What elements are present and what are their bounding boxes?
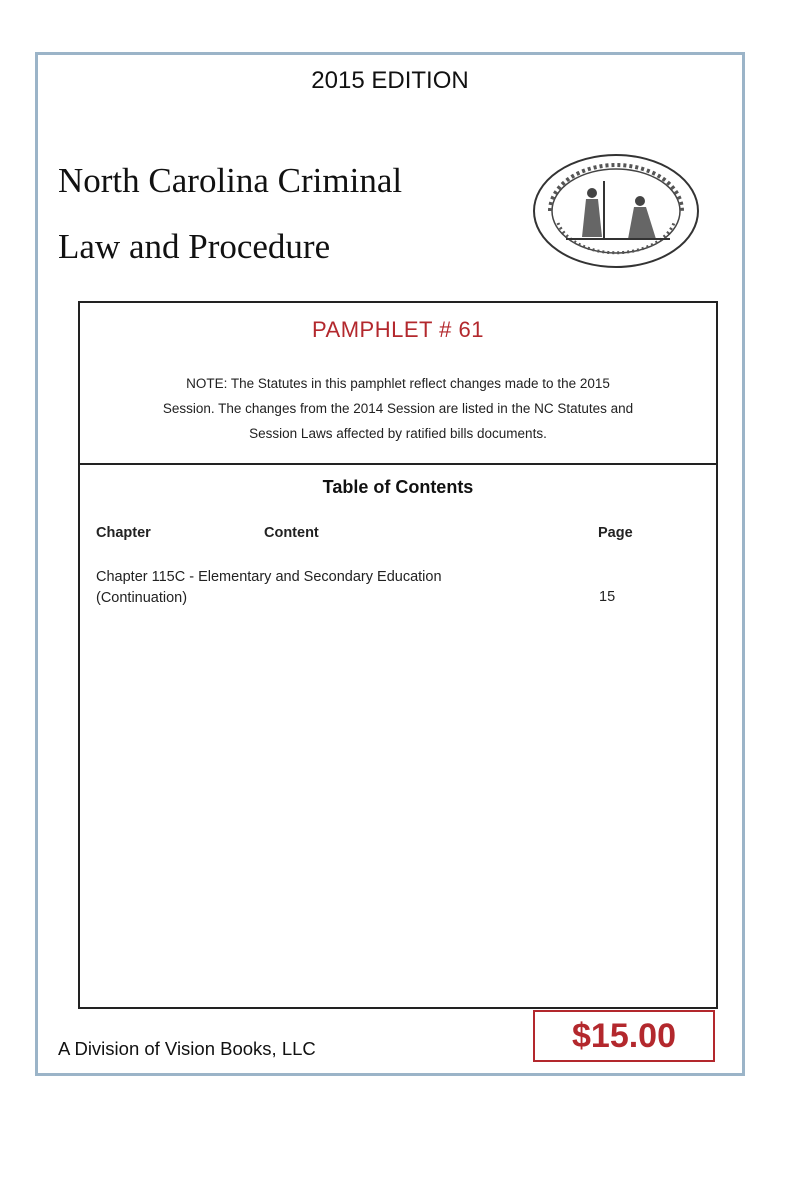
title-line-2: Law and Procedure <box>58 227 331 266</box>
toc-row-line: Chapter 115C - Elementary and Secondary Education <box>96 569 442 585</box>
book-cover <box>35 52 745 1076</box>
toc-title: Table of Contents <box>322 477 474 497</box>
price-tag: $15.00 <box>533 1010 715 1062</box>
divider <box>80 463 716 465</box>
note-line: Session Laws affected by ratified bills documents. <box>249 426 547 441</box>
title-line-1: North Carolina Criminal <box>58 161 403 200</box>
toc-header-chapter: Chapter <box>96 525 151 541</box>
note-line: NOTE: The Statutes in this pamphlet reflect changes made to the 2015 <box>186 376 610 391</box>
note-line: Session. The changes from the 2014 Session are listed in the NC Statutes and <box>162 401 634 416</box>
edition-label: 2015 EDITION <box>311 67 469 94</box>
toc-header-content: Content <box>264 525 319 541</box>
pamphlet-number: PAMPHLET # 61 <box>312 317 484 342</box>
content-box <box>78 301 718 1009</box>
toc-row-line: (Continuation) <box>96 590 188 606</box>
toc-row-content <box>96 567 526 609</box>
publisher-division: A Division of Vision Books, LLC <box>58 1038 316 1059</box>
note-text <box>96 371 700 446</box>
toc-header-page: Page <box>598 525 633 541</box>
state-seal-icon <box>530 151 702 271</box>
toc-row-page: 15 <box>599 589 616 605</box>
